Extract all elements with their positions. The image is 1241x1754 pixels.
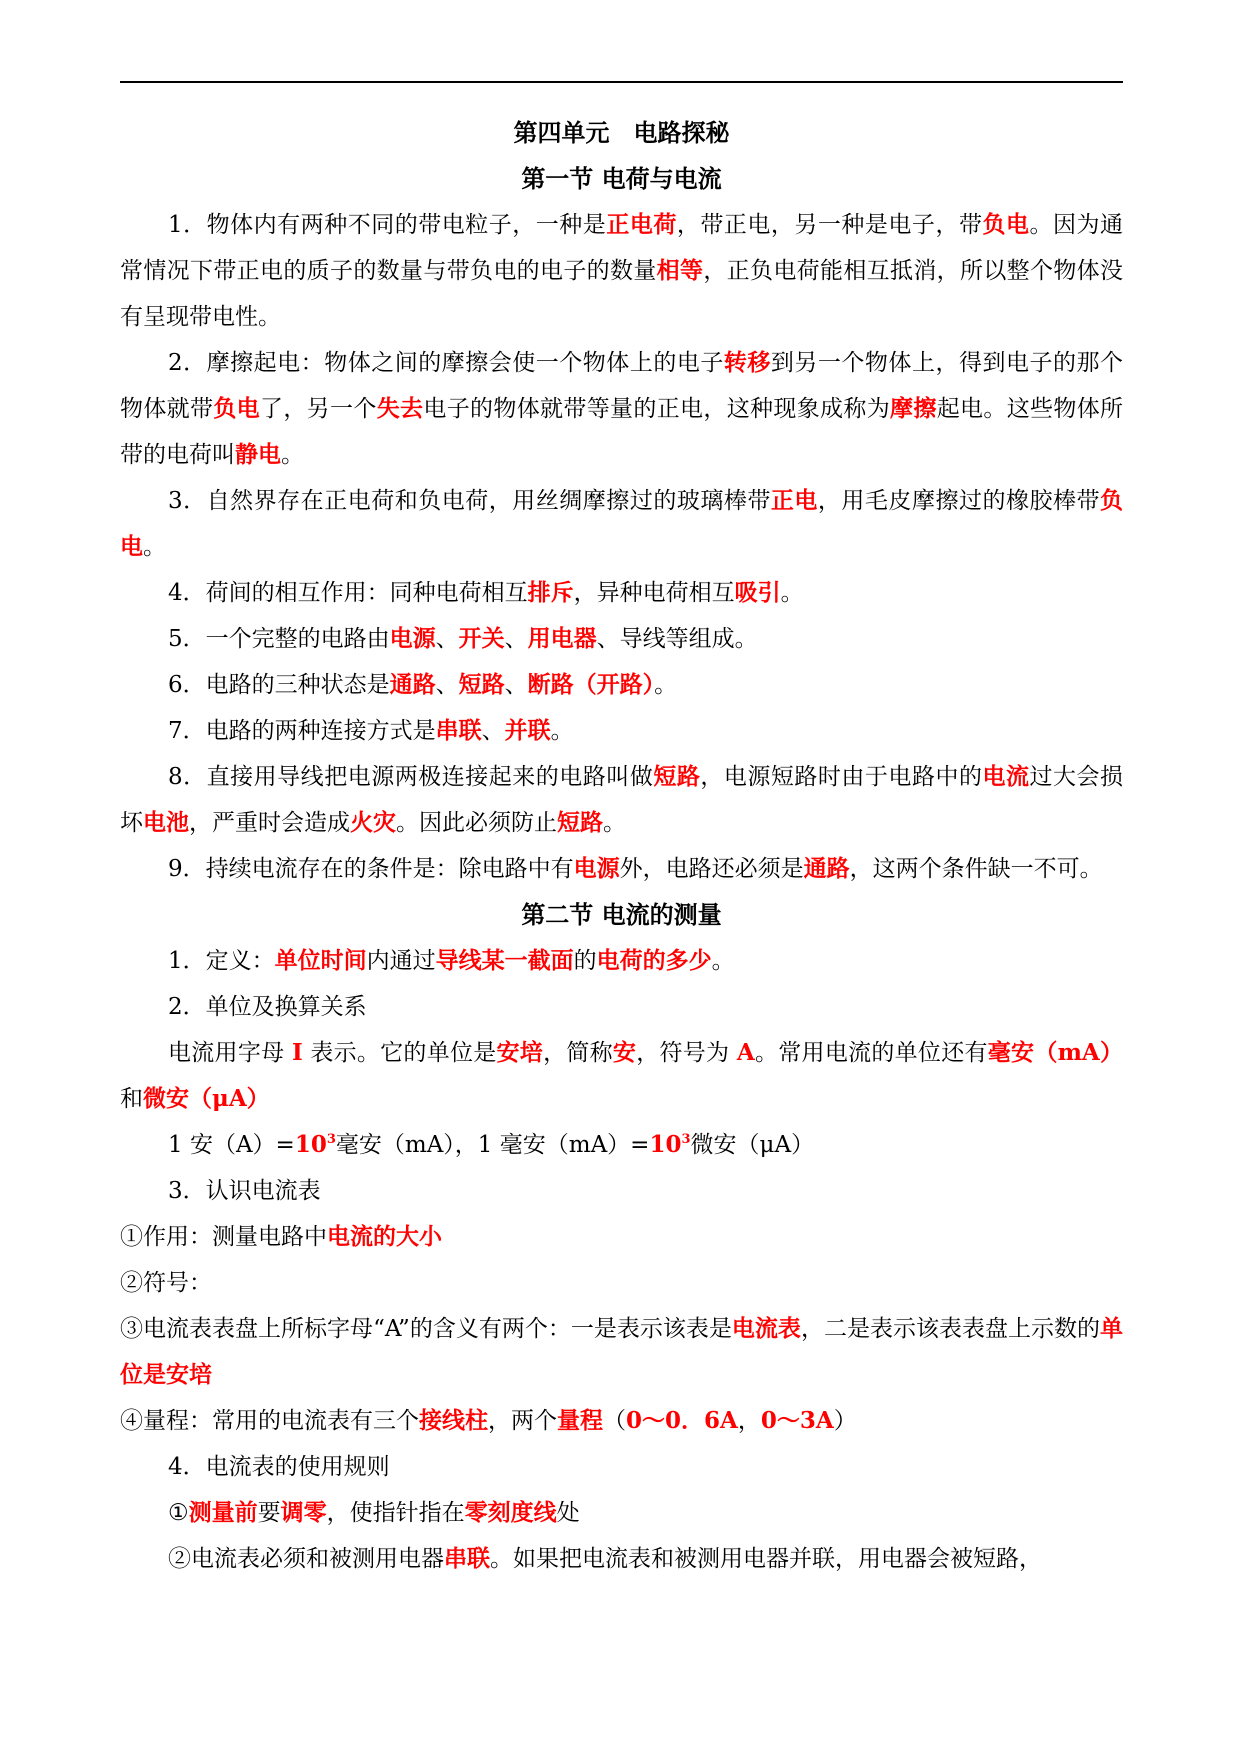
section1-item-6	[120, 662, 1123, 708]
highlight-term: 正电荷	[606, 211, 677, 238]
text-run: 4．荷间的相互作用：同种电荷相互	[168, 580, 528, 606]
text-run: ，	[737, 1408, 761, 1434]
highlight-term: 失去	[376, 395, 424, 422]
section2-item-5	[120, 1168, 1123, 1214]
section2-item-4	[120, 1122, 1123, 1168]
highlight-term: 0～3A	[760, 1407, 834, 1434]
text-run: 了，另一个	[260, 396, 377, 422]
text-run: 。	[603, 810, 626, 836]
section1-body	[120, 202, 1123, 892]
section2-item-8	[120, 1306, 1123, 1398]
highlight-term: 相等	[656, 257, 704, 284]
text-run: ①作用：测量电路中	[120, 1224, 327, 1250]
text-run: 表示。它的单位是	[302, 1040, 497, 1066]
text-run: 1．定义：	[168, 948, 275, 974]
section2-item-2	[120, 984, 1123, 1030]
highlight-term: I	[291, 1039, 303, 1066]
highlight-term: 开关	[458, 625, 505, 652]
text-run: 处	[556, 1500, 580, 1526]
highlight-term: 测量前	[188, 1499, 258, 1526]
text-run: 要	[257, 1500, 281, 1526]
highlight-term: 微安（μA）	[143, 1085, 270, 1112]
text-run: 6．电路的三种状态是	[168, 672, 390, 698]
highlight-term: 吸引	[734, 579, 781, 606]
highlight-term: 导线某一截面	[435, 947, 574, 974]
highlight-term: 0～0．6A	[626, 1407, 738, 1434]
text-run: ，正负电荷能相互抵消，所以整个物体没有呈现带电性。	[120, 258, 1124, 330]
text-run: 。如果把电流表和被测用电器并联，用电器会被短路，	[490, 1546, 1042, 1572]
highlight-term: 负电	[982, 211, 1030, 238]
highlight-term: 并联	[504, 717, 551, 744]
text-run: 、	[481, 718, 505, 744]
highlight-term: A	[736, 1039, 755, 1066]
text-run: 1 安（A）=	[168, 1132, 295, 1158]
highlight-term: 串联	[435, 717, 482, 744]
text-run: ，用毛皮摩擦过的橡胶棒带	[817, 488, 1101, 514]
highlight-term: 排斥	[527, 579, 574, 606]
section2-title: 第二节 电流的测量	[521, 900, 722, 929]
section1-item-3	[120, 478, 1123, 570]
text-run: ③电流表表盘上所标字母“A”的含义有两个：一是表示该表是	[120, 1316, 732, 1342]
section1-item-9	[120, 846, 1123, 892]
unit-title	[120, 110, 1123, 156]
highlight-term: 3	[681, 1132, 691, 1147]
section2-body	[120, 938, 1123, 1582]
highlight-term: 负电	[213, 395, 261, 422]
section1-item-5	[120, 616, 1123, 662]
section2-item-11	[120, 1490, 1123, 1536]
text-run: ，二是表示该表表盘上示数的	[800, 1316, 1101, 1342]
text-run: ，异种电荷相互	[573, 580, 735, 606]
text-run: 过大会损坏	[120, 764, 1124, 836]
highlight-term: 安	[612, 1039, 637, 1066]
section1-item-8	[120, 754, 1123, 846]
text-run: 3．自然界存在正电荷和负电荷，用丝绸摩擦过的玻璃棒带	[168, 488, 771, 514]
text-run: 。	[711, 948, 735, 974]
highlight-term: 静电	[235, 441, 281, 468]
section2-item-3	[120, 1030, 1123, 1122]
text-run: 3．认识电流表	[168, 1178, 321, 1204]
text-run: 、	[435, 626, 459, 652]
text-run: 。	[143, 534, 166, 560]
highlight-term: 短路	[557, 809, 603, 836]
text-run: 。	[281, 442, 304, 468]
highlight-term: 毫安（mA）	[987, 1039, 1124, 1066]
text-run: ②符号：	[120, 1270, 212, 1296]
text-run: ，电源短路时由于电路中的	[700, 764, 983, 790]
text-run: 7．电路的两种连接方式是	[168, 718, 436, 744]
highlight-term: 电池	[143, 809, 189, 836]
text-run: ①	[168, 1500, 189, 1526]
unit-title-text: 第四单元 电路探秘	[513, 118, 730, 147]
highlight-term: 火灾	[350, 809, 396, 836]
section1-title: 第一节 电荷与电流	[521, 164, 722, 193]
text-run: 5．一个完整的电路由	[168, 626, 390, 652]
text-run: 2．单位及换算关系	[168, 994, 367, 1020]
text-run: 。	[550, 718, 574, 744]
text-run: 8．直接用导线把电源两极连接起来的电路叫做	[168, 764, 654, 790]
text-run: 电子的物体就带等量的正电，这种现象成称为	[423, 396, 891, 422]
text-run: （	[603, 1408, 626, 1434]
highlight-term: 正电	[770, 487, 818, 514]
text-run: 、导线等组成。	[596, 626, 758, 652]
text-run: ）	[833, 1408, 857, 1434]
text-run: 2．摩擦起电：物体之间的摩擦会使一个物体上的电子	[168, 350, 724, 376]
text-run: ④量程：常用的电流表有三个	[120, 1408, 419, 1434]
highlight-term: 安培	[496, 1039, 544, 1066]
text-run: 9．持续电流存在的条件是：除电路中有	[168, 856, 574, 882]
text-run: 的	[573, 948, 597, 974]
section1-item-2	[120, 340, 1123, 478]
text-run: 。	[654, 672, 678, 698]
highlight-term: 电源	[573, 855, 620, 882]
text-run: 、	[504, 626, 528, 652]
document-page	[120, 110, 1123, 1582]
text-run: 1．物体内有两种不同的带电粒子，一种是	[168, 212, 607, 238]
text-run: ，带正电，另一种是电子，带	[676, 212, 983, 238]
highlight-term: 摩擦	[890, 395, 937, 422]
section2-item-9	[120, 1398, 1123, 1444]
highlight-term: 单位是安培	[120, 1315, 1124, 1388]
highlight-term: 通路	[803, 855, 850, 882]
text-run: 、	[504, 672, 528, 698]
highlight-term: 10	[294, 1131, 327, 1158]
text-run: 微安（μA）	[690, 1132, 815, 1158]
highlight-term: 电荷的多少	[596, 947, 712, 974]
highlight-term: 用电器	[527, 625, 597, 652]
highlight-term: 电流表	[731, 1315, 801, 1342]
section2-item-6	[120, 1214, 1123, 1260]
highlight-term: 调零	[280, 1499, 327, 1526]
text-run: 。常用电流的单位还有	[754, 1040, 988, 1066]
section2-item-10	[120, 1444, 1123, 1490]
text-run: 。	[780, 580, 804, 606]
section2-item-12	[120, 1536, 1123, 1582]
text-run: ，简称	[543, 1040, 613, 1066]
text-run: 毫安（mA），1 毫安（mA）=	[335, 1132, 650, 1158]
text-run: 。因此必须防止	[396, 810, 557, 836]
highlight-term: 负电	[120, 487, 1124, 560]
text-run: ，严重时会造成	[189, 810, 350, 836]
highlight-term: 通路	[389, 671, 436, 698]
text-run: ，符号为	[636, 1040, 737, 1066]
text-run: 起电。这些物体所带的电荷叫	[120, 396, 1124, 468]
text-run: ，两个	[488, 1408, 557, 1434]
text-run: ②电流表必须和被测用电器	[168, 1546, 444, 1572]
section1-item-4	[120, 570, 1123, 616]
highlight-term: 短路	[458, 671, 505, 698]
highlight-term: 3	[326, 1132, 336, 1147]
highlight-term: 断路（开路）	[527, 671, 655, 698]
text-run: 到另一个物体上，得到电子的那个物体就带	[120, 350, 1124, 422]
text-run: 内通过	[366, 948, 436, 974]
highlight-term: 串联	[444, 1545, 490, 1572]
text-run: 外，电路还必须是	[619, 856, 804, 882]
highlight-term: 接线柱	[419, 1407, 488, 1434]
highlight-term: 转移	[723, 349, 771, 376]
text-run: 、	[435, 672, 459, 698]
text-run: 和	[120, 1086, 143, 1112]
highlight-term: 电流的大小	[327, 1223, 442, 1250]
highlight-term: 单位时间	[274, 947, 367, 974]
text-run: 电流用字母	[168, 1040, 292, 1066]
header-rule	[120, 81, 1123, 83]
text-run: ，使指针指在	[326, 1500, 465, 1526]
text-run: 。因为通常情况下带正电的质子的数量与带负电的电子的数量	[120, 212, 1124, 284]
highlight-term: 10	[649, 1131, 682, 1158]
section1-item-7	[120, 708, 1123, 754]
section2-item-7	[120, 1260, 1123, 1306]
text-run: ，这两个条件缺一不可。	[849, 856, 1103, 882]
highlight-term: 短路	[653, 763, 701, 790]
highlight-term: 电流	[982, 763, 1030, 790]
text-run: 4．电流表的使用规则	[168, 1454, 390, 1480]
section1-item-1	[120, 202, 1123, 340]
highlight-term: 零刻度线	[464, 1499, 557, 1526]
highlight-term: 电源	[389, 625, 436, 652]
section2-item-1	[120, 938, 1123, 984]
highlight-term: 量程	[557, 1407, 603, 1434]
